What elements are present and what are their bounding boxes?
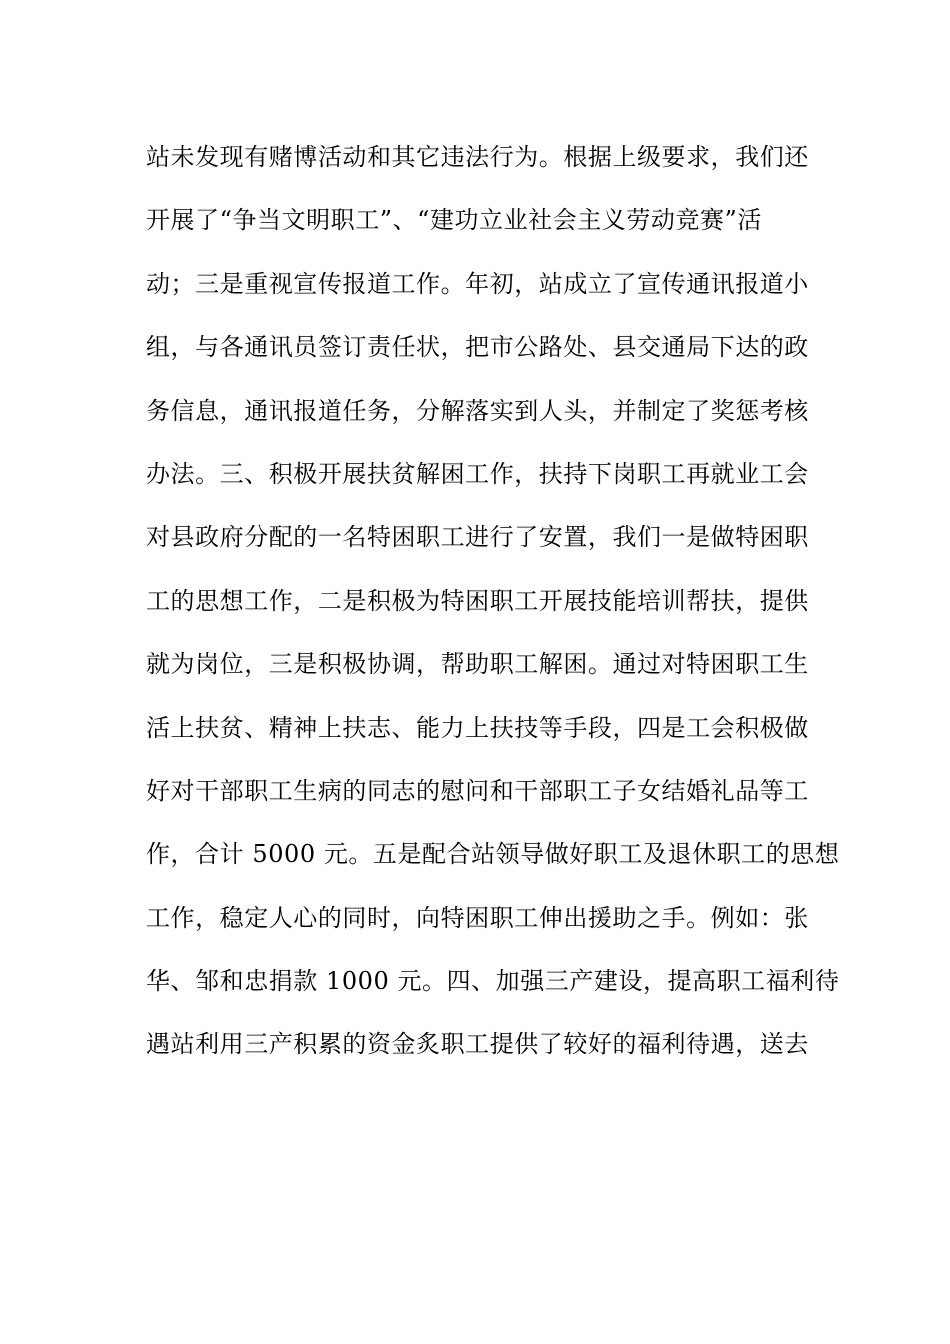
text-line-1: 站未发现有赌博活动和其它违法行为。根据上级要求，我们还 <box>146 143 809 171</box>
text-line-6: 办法。三、积极开展扶贫解困工作，扶持下岗职工再就业工会 <box>146 459 809 488</box>
text-line-15: 遇站利用三产积累的资金炙职工提供了较好的福利待遇，送去 <box>146 1030 809 1059</box>
text-line-10: 活上扶贫、精神上扶志、能力上扶技等手段，四是工会积极做 <box>146 713 809 742</box>
text-line-3: 动；三是重视宣传报道工作。年初，站成立了宣传通讯报道小 <box>146 269 809 298</box>
text-line-14: 华、邹和忠捐款 1000 元。四、加强三产建设，提高职工福利待 <box>146 967 840 996</box>
text-line-13: 工作，稳定人心的同时，向特困职工伸出援助之手。例如：张 <box>146 903 809 932</box>
text-line-5: 务信息，通讯报道任务，分解落实到人头，并制定了奖惩考核 <box>146 396 809 425</box>
text-line-2: 开展了“争当文明职工”、“建功立业社会主义劳动竞赛”活 <box>146 206 762 235</box>
text-line-11: 好对干部职工生病的同志的慰问和干部职工子女结婚礼品等工 <box>146 776 809 805</box>
text-line-9: 就为岗位，三是积极协调，帮助职工解困。通过对特困职工生 <box>146 650 809 679</box>
body-text <box>146 128 840 1079</box>
text-line-12: 作，合计 5000 元。五是配合站领导做好职工及退休职工的思想 <box>146 840 840 869</box>
text-line-7: 对县政府分配的一名特困职工进行了安置，我们一是做特困职 <box>146 523 809 552</box>
text-line-8: 工的思想工作，二是积极为特困职工开展技能培训帮扶，提供 <box>146 586 809 615</box>
text-line-4: 组，与各通讯员签订责任状，把市公路处、县交通局下达的政 <box>146 333 809 362</box>
